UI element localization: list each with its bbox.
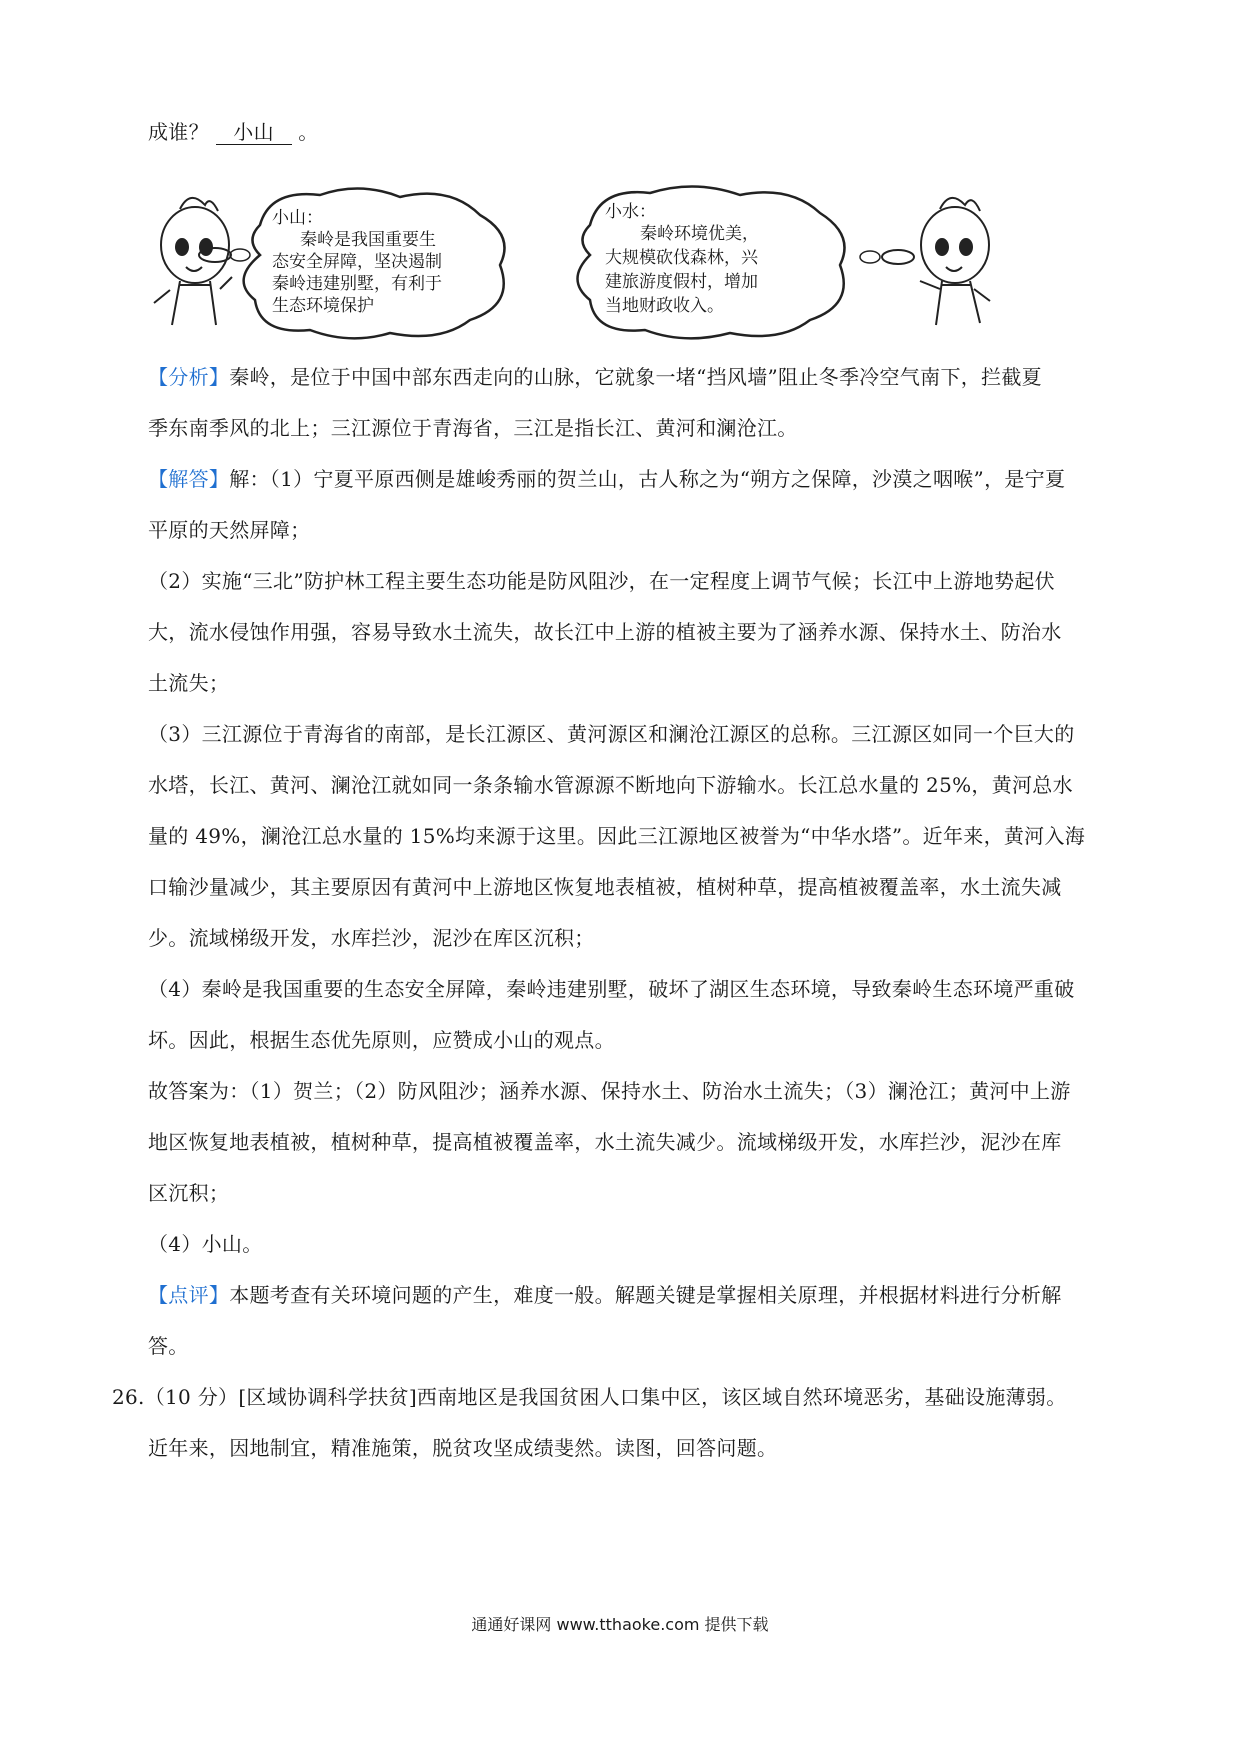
answer-line: 水塔，长江、黄河、澜沧江就如同一条条输水管源源不断地向下游输水。长江总水量的 25%，黄河总水 [148, 773, 1073, 797]
analysis-line-2: 季东南季风的北上；三江源位于青海省，三江是指长江、黄河和澜沧江。 [148, 416, 798, 440]
answer-line: 少。流域梯级开发，水库拦沙，泥沙在库区沉积； [148, 926, 595, 950]
analysis-text: 秦岭，是位于中国中部东西走向的山脉，它就象一堵“挡风墙”阻止冬季冷空气南下，拦截夏 [229, 365, 1042, 389]
comment-text: 本题考查有关环境问题的产生，难度一般。解题关键是掌握相关原理，并根据材料进行分析解 [229, 1283, 1062, 1307]
question-tail-prefix: 成谁？ [148, 120, 209, 144]
final-answer-line: 地区恢复地表植被，植树种草，提高植被覆盖率，水土流失减少。流域梯级开发，水库拦沙，泥沙在库 [148, 1130, 1062, 1154]
question-tail-suffix: 。 [298, 120, 319, 144]
right-bubble-line: 当地财政收入。 [605, 296, 724, 316]
right-bubble-tail [882, 250, 914, 264]
question-tail-line [148, 117, 319, 147]
right-bubble-line: 秦岭环境优美， [640, 224, 759, 244]
answer-line: （3）三江源位于青海省的南部，是长江源区、黄河源区和澜沧江源区的总称。三江源区如同一个巨大的 [148, 722, 1075, 746]
answer-line: 平原的天然屏障； [148, 518, 311, 542]
right-bubble-tail-small [860, 251, 880, 263]
left-bubble-line: 态安全屏障，坚决遏制 [272, 252, 442, 272]
answer-line: 坏。因此，根据生态优先原则，应赞成小山的观点。 [148, 1028, 615, 1052]
answer-text: 解：（1）宁夏平原西侧是雄峻秀丽的贺兰山，古人称之为“朔方之保障，沙漠之咽喉”，是宁夏 [229, 467, 1066, 491]
comment-line-2: 答。 [148, 1334, 189, 1358]
comment-line-1 [148, 1280, 1062, 1310]
right-bubble-line: 大规模砍伐森林，兴 [605, 248, 758, 268]
page-footer: 通通好课网 www.tthaoke.com 提供下载 [471, 1615, 769, 1634]
question-26-line-1: 26.（10 分）[区域协调科学扶贫]西南地区是我国贫困人口集中区，该区域自然环境恶劣，基础设施薄弱。 [112, 1385, 1067, 1409]
left-bubble-line: 秦岭违建别墅，有利于 [272, 274, 442, 294]
question-26-line-2: 近年来，因地制宜，精准施策，脱贫攻坚成绩斐然。读图，回答问题。 [148, 1436, 778, 1460]
answer-line: （4）秦岭是我国重要的生态安全屏障，秦岭违建别墅，破坏了湖区生态环境，导致秦岭生态环境严重破 [148, 977, 1075, 1001]
left-bubble-speaker: 小山： [272, 208, 323, 228]
answer-line: 大，流水侵蚀作用强，容易导致水土流失，故长江中上游的植被主要为了涵养水源、保持水土、防治水 [148, 620, 1062, 644]
right-mascot-figure [920, 198, 990, 325]
left-bubble-tail-small [230, 249, 250, 261]
answer-line: （2）实施“三北”防护林工程主要生态功能是防风阻沙，在一定程度上调节气候；长江中上游地势起伏 [148, 569, 1055, 593]
analysis-line-1 [148, 362, 1042, 392]
final-answer-line: （4）小山。 [148, 1232, 263, 1256]
final-answer-line: 故答案为：（1）贺兰；（2）防风阻沙；涵养水源、保持水土、防治水土流失；（3）澜沧江；黄河中上游 [148, 1079, 1071, 1103]
answer-line: 土流失； [148, 671, 230, 695]
left-bubble-line: 生态环境保护 [272, 296, 374, 316]
cartoon-illustration [150, 185, 1100, 345]
answer-line: 量的 49%，澜沧江总水量的 15%均来源于这里。因此三江源地区被誉为“中华水塔”。近年来，黄河入海 [148, 824, 1086, 848]
answer-line: 口输沙量减少，其主要原因有黄河中上游地区恢复地表植被，植树种草，提高植被覆盖率，水土流失减 [148, 875, 1062, 899]
answer-blank: 小山 [216, 120, 292, 145]
left-bubble-line: 秦岭是我国重要生 [300, 230, 436, 250]
comment-tag: 【点评】 [148, 1283, 230, 1307]
answer-tag: 【解答】 [148, 467, 230, 491]
analysis-tag: 【分析】 [148, 365, 230, 389]
right-bubble-speaker: 小水： [605, 202, 656, 222]
final-answer-line: 区沉积； [148, 1181, 230, 1205]
answer-line-1 [148, 464, 1065, 494]
right-bubble-line: 建旅游度假村，增加 [605, 272, 758, 292]
